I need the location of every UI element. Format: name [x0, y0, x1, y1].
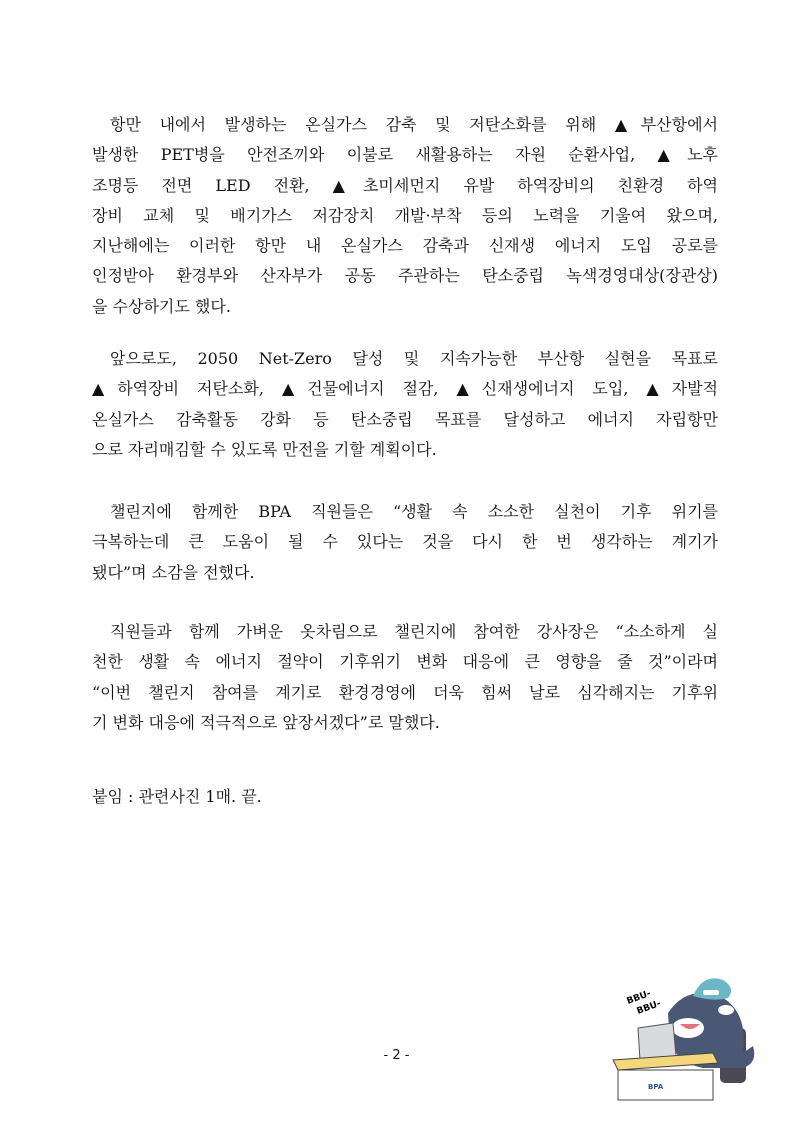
desk-logo: BPA: [648, 1083, 664, 1091]
mascot-speech: BBU-: [625, 988, 653, 1007]
text-line: 앞으로도, 2050 Net-Zero 달성 및 지속가능한 부산항 실현을 목표로: [110, 349, 718, 368]
text-line: 기 변화 대응에 적극적으로 앞장서겠다”로 말했다.: [92, 712, 440, 732]
attachment-note: 붙임 : 관련사진 1매. 끝.: [92, 787, 262, 806]
text-line: 챌린지에 함께한 BPA 직원들은 “생활 속 소소한 실천이 기후 위기를: [110, 502, 718, 521]
paragraph-ceo-comments: [92, 617, 718, 738]
text-line: 지난해에는 이러한 항만 내 온실가스 감축과 신재생 에너지 도입 공로를: [92, 236, 718, 256]
text-line: 을 수상하기도 했다.: [92, 296, 231, 316]
text-line: 장비 교체 및 배기가스 저감장치 개발·부착 등의 노력을 기울여 왔으며,: [92, 205, 718, 225]
paragraph-future-plans: [92, 344, 718, 465]
text-line: 항만 내에서 발생하는 온실가스 감축 및 저탄소화를 위해 ▲부산항에서: [110, 115, 718, 134]
text-line: 으로 자리매김할 수 있도록 만전을 기할 계획이다.: [92, 439, 437, 459]
text-line: 발생한 PET병을 안전조끼와 이불로 새활용하는 자원 순환사업, ▲노후: [92, 145, 718, 165]
mascot-illustration: [608, 968, 768, 1103]
paragraph-staff-comments: [92, 497, 718, 588]
text-line: “이번 챌린지 참여를 계기로 환경경영에 더욱 힘써 날로 심각해지는 기후위: [92, 682, 718, 702]
text-line: 됐다”며 소감을 전했다.: [92, 562, 255, 582]
text-line: 조명등 전면 LED 전환, ▲초미세먼지 유발 하역장비의 친환경 하역: [92, 175, 718, 195]
text-line: ▲하역장비 저탄소화, ▲건물에너지 절감, ▲신재생에너지 도입, ▲자발적: [92, 379, 718, 399]
text-line: 직원들과 함께 가벼운 옷차림으로 챌린지에 참여한 강사장은 “소소하게 실: [110, 622, 718, 641]
page-number: - 2 -: [383, 1048, 410, 1063]
text-line: 온실가스 감축활동 강화 등 탄소중립 목표를 달성하고 에너지 자립항만: [92, 409, 718, 429]
text-line: 천한 생활 속 에너지 절약이 기후위기 변화 대응에 큰 영향을 줄 것”이라며: [92, 652, 718, 672]
text-line: 인정받아 환경부와 산자부가 공동 주관하는 탄소중립 녹색경영대상(장관상): [92, 266, 718, 286]
svg-text:BBU-: BBU-: [635, 998, 663, 1017]
text-line: 극복하는데 큰 도움이 될 수 있다는 것을 다시 한 번 생각하는 계기가: [92, 532, 718, 552]
paragraph-emission-efforts: [92, 110, 718, 322]
